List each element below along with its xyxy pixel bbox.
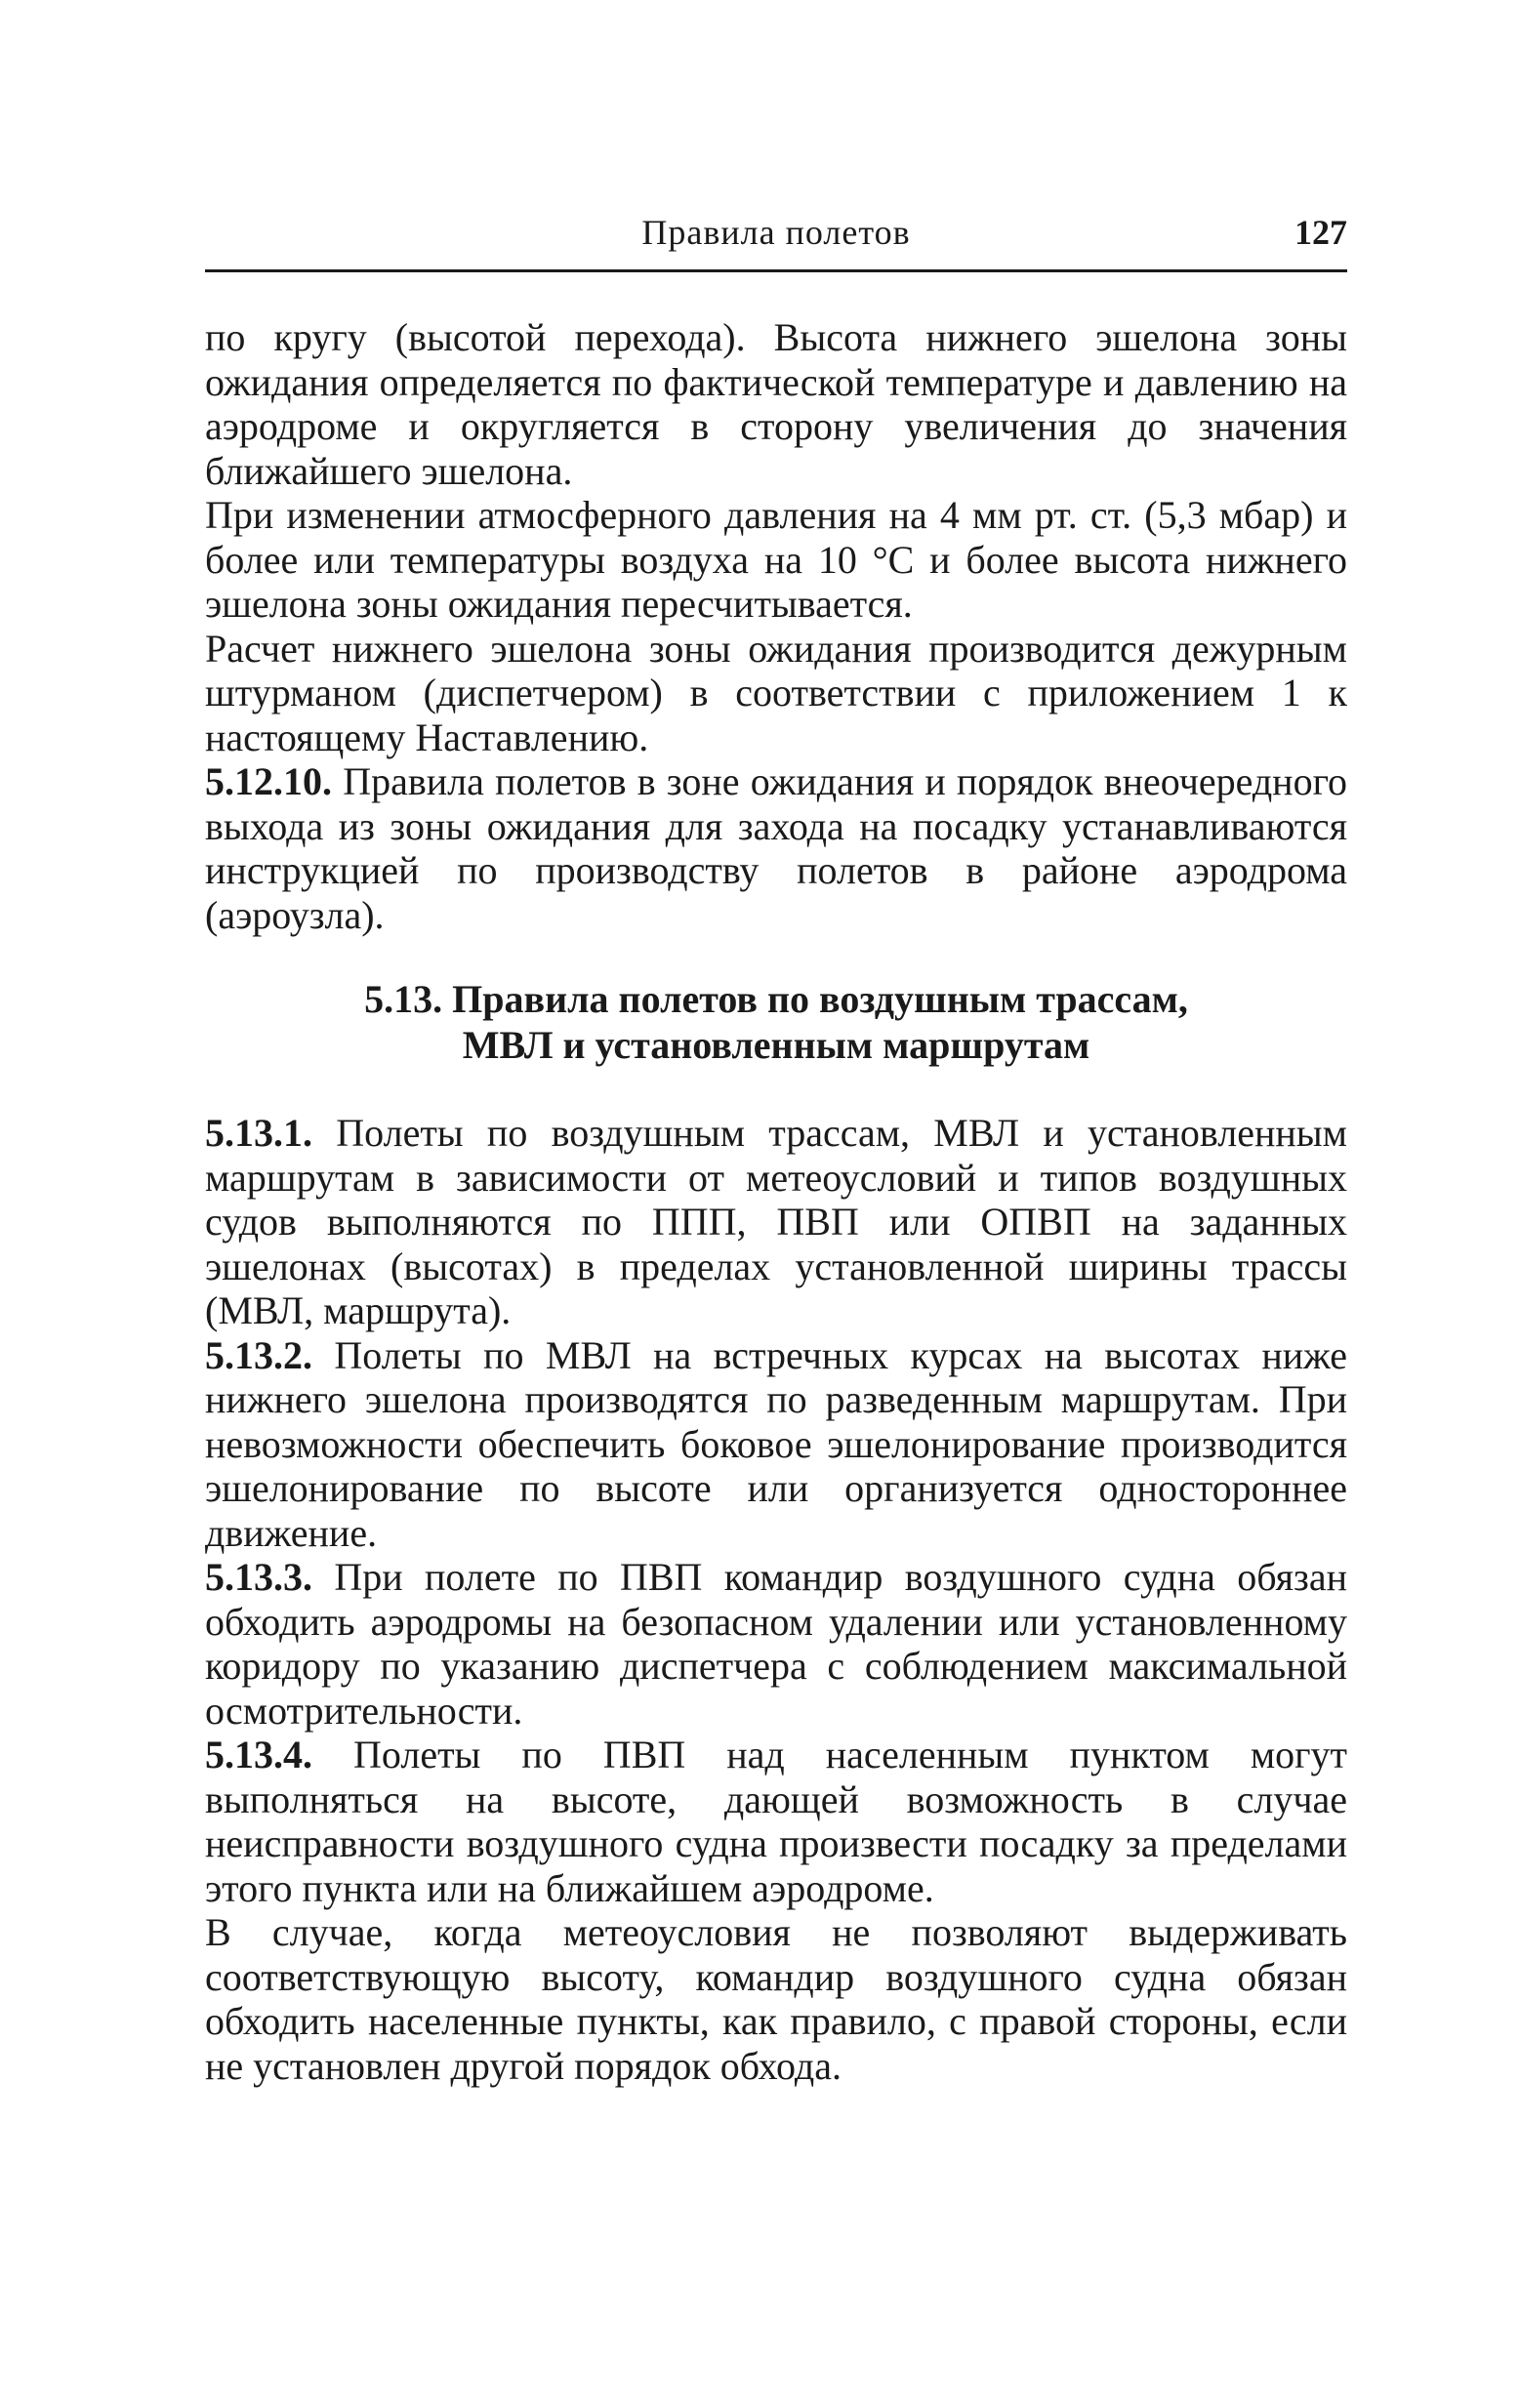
clause-number: 5.13.2. [205,1332,312,1377]
paragraph-5-12-10: 5.12.10. Правила полетов в зоне ожидания и порядок внеочередного выхода из зоны ожидания для захода на посадку устанавливаются инструкцией по производству полетов в районе аэродрома (аэроузла). [205,759,1347,937]
clause-number: 5.13.3. [205,1555,312,1599]
section-heading-line: МВЛ и установленным маршрутам [462,1023,1090,1067]
page-number: 127 [1294,213,1347,252]
section-heading [205,976,1347,1068]
paragraph: по кругу (высотой перехода). Высота нижнего эшелона зоны ожидания определяется по фактической температуре и давлению на аэродроме и округляется в сторону увеличения до значения ближайшего эшелона. [205,315,1347,493]
section-heading-line: 5.13. Правила полетов по воздушным трассам, [364,977,1188,1021]
running-head [205,205,1347,260]
clause-number: 5.13.4. [205,1733,312,1776]
paragraph-5-13-4: 5.13.4. Полеты по ПВП над населенным пунктом могут выполняться на высоте, дающей возможность в случае неисправности воздушного судна произвести посадку за пределами этого пункта или на ближайшем аэродроме. [205,1733,1348,1910]
page-body [205,315,1347,2088]
paragraph: При изменении атмосферного давления на 4 мм рт. ст. (5,3 мбар) и более или температуры воздуха на 10 °С и более высота нижнего эшелона зоны ожидания пересчитывается. [205,493,1347,626]
paragraph-5-13-1: 5.13.1. Полеты по воздушным трассам, МВЛ и установленным маршрутам в зависимости от метеоусловий и типов воздушных судов выполняются по ППП, ПВП или ОПВП на заданных эшелонах (высотах) в пределах установленной ширины трассы (МВЛ, маршрута). [205,1111,1347,1332]
clause-number: 5.13.1. [205,1111,312,1155]
running-head-title: Правила полетов [641,213,911,252]
paragraph: Расчет нижнего эшелона зоны ожидания производится дежурным штурманом (диспетчером) в соответствии с приложением 1 к настоящему Наставлению. [205,626,1347,759]
paragraph: В случае, когда метеоусловия не позволяют выдерживать соответствующую высоту, командир воздушного судна обязан обходить населенные пункты, как правило, с правой стороны, если не установлен другой порядок обхода. [205,1910,1347,2088]
clause-number: 5.12.10. [205,759,332,803]
book-page [205,205,1347,2088]
paragraph-5-13-3: 5.13.3. При полете по ПВП командир воздушного судна обязан обходить аэродромы на безопасном удалении или установленному коридору по указанию диспетчера с соблюдением максимальной осмотрительности. [205,1555,1348,1733]
paragraph-5-13-2: 5.13.2. Полеты по МВЛ на встречных курсах на высотах ниже нижнего эшелона производятся по разведенным маршрутам. При невозможности обеспечить боковое эшелонирование производится эшелонирование по высоте или организуется одностороннее движение. [205,1332,1347,1555]
header-rule [205,269,1347,272]
